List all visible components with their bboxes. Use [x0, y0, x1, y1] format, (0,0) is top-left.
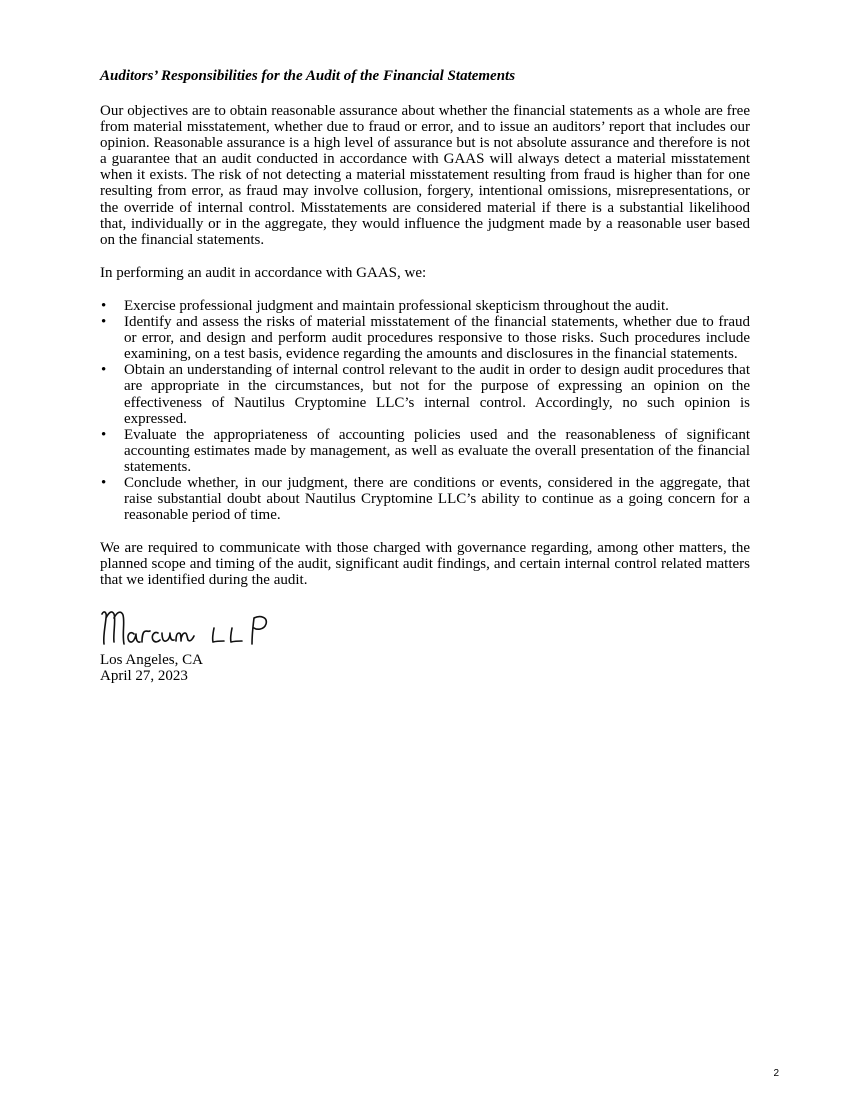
bullet-icon: •	[101, 314, 107, 331]
governance-paragraph: We are required to communicate with those charged with governance regarding, among other matters, the planned scope and timing of the audit, significant audit findings, and certain internal control related matters that we identified during the audit.	[100, 540, 750, 589]
bullet-icon: •	[101, 297, 107, 314]
list-item	[100, 298, 750, 314]
signature-icon	[100, 606, 300, 652]
list-item	[100, 362, 750, 426]
list-item	[100, 314, 750, 362]
objectives-paragraph: Our objectives are to obtain reasonable assurance about whether the financial statements as a whole are free from material misstatement, whether due to fraud or error, and to issue an auditors’ report that includes our opinion. Reasonable assurance is a high level of assurance but is not absolute assurance and therefore is not a guarantee that an audit conducted in accordance with GAAS will always detect a material misstatement when it exists. The risk of not detecting a material misstatement resulting from fraud is higher than for one resulting from error, as fraud may involve collusion, forgery, intentional omissions, misrepresentations, or the override of internal control. Misstatements are considered material if there is a substantial likelihood that, individually or in the aggregate, they would influence the judgment made by a reasonable user based on the financial statements.	[100, 103, 750, 248]
list-item	[100, 475, 750, 523]
list-item	[100, 427, 750, 475]
firm-signature	[100, 606, 300, 652]
list-item-text: Conclude whether, in our judgment, there are conditions or events, considered in the aggregate, that raise substantial doubt about Nautilus Cryptomine LLC’s ability to continue as a going concern for a reasonable period of time.	[124, 474, 750, 524]
signoff-date: April 27, 2023	[100, 668, 188, 685]
bullet-icon: •	[101, 474, 107, 491]
document-page	[100, 67, 750, 685]
page-number: 2	[773, 1068, 779, 1079]
signoff-location: Los Angeles, CA	[100, 651, 203, 668]
list-item-text: Exercise professional judgment and maintain professional skepticism throughout the audit.	[124, 297, 669, 314]
list-item-text: Obtain an understanding of internal control relevant to the audit in order to design audit procedures that are appropriate in the circumstances, but not for the purpose of expressing an opinion on the effectiveness of Nautilus Cryptomine LLC’s internal control. Accordingly, no such opinion is expressed.	[124, 362, 750, 427]
list-item-text: Identify and assess the risks of material misstatement of the financial statements, whether due to fraud or error, and design and perform audit procedures responsive to those risks. Such procedures include examining, on a test basis, evidence regarding the amounts and disclosures in the financial statements.	[124, 314, 750, 363]
section-heading: Auditors’ Responsibilities for the Audit of the Financial Statements	[100, 68, 516, 84]
list-item-text: Evaluate the appropriateness of accounting policies used and the reasonableness of significant accounting estimates made by management, as well as evaluate the overall presentation of the financial statements.	[124, 426, 750, 475]
performing-audit-intro: In performing an audit in accordance with GAAS, we:	[100, 264, 427, 281]
bullet-icon: •	[101, 362, 107, 379]
audit-procedures-list	[100, 298, 750, 523]
bullet-icon: •	[101, 426, 107, 443]
